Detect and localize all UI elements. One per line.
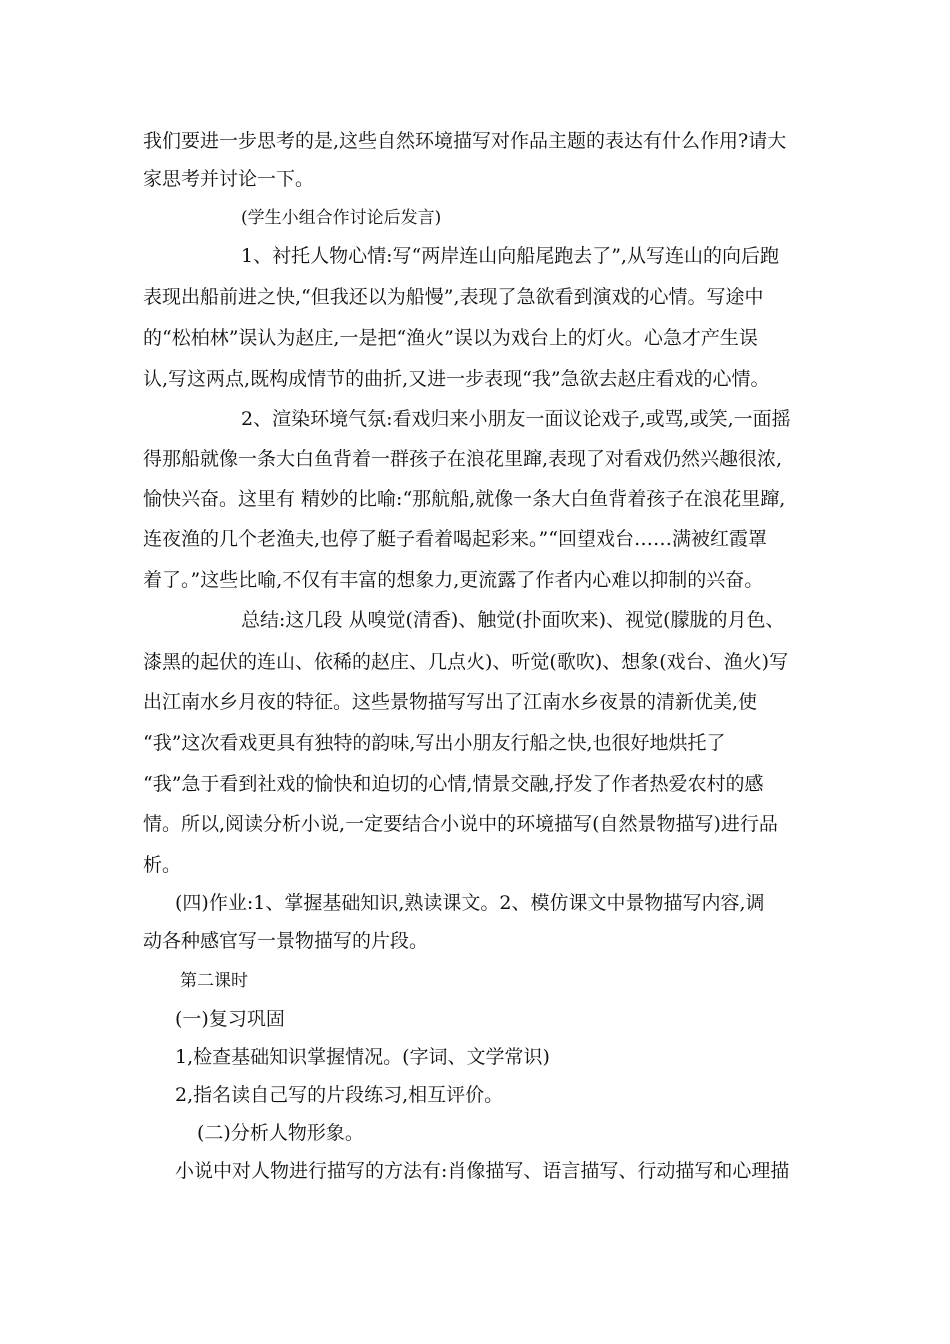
paragraph-line: 的“松柏林”误认为赵庄,一是把“渔火”误以为戏台上的灯火。心急才产生误 xyxy=(143,327,758,349)
paragraph-line: 连夜渔的几个老渔夫,也停了艇子看着喝起彩来。”“回望戏台……满被红霞罩 xyxy=(143,528,767,550)
paragraph-line: (学生小组合作讨论后发言) xyxy=(241,208,442,228)
paragraph-line: 动各种感官写一景物描写的片段。 xyxy=(143,930,429,952)
paragraph-line: “我”这次看戏更具有独特的韵味,写出小朋友行船之快,也很好地烘托了 xyxy=(143,732,726,754)
paragraph-line: 得那船就像一条大白鱼背着一群孩子在浪花里蹿,表现了对看戏仍然兴趣很浓, xyxy=(143,448,783,470)
paragraph-line: 着了。”这些比喻,不仅有丰富的想象力,更流露了作者内心难以抑制的兴奋。 xyxy=(143,569,764,591)
paragraph-line: 出江南水乡月夜的特征。这些景物描写写出了江南水乡夜景的清新优美,使 xyxy=(143,691,758,713)
paragraph-line: 漆黑的起伏的连山、依稀的赵庄、几点火)、听觉(歌吹)、想象(戏台、渔火)写 xyxy=(143,651,789,673)
list-item: 2,指名读自己写的片段练习,相互评价。 xyxy=(175,1084,504,1106)
paragraph-line: 总结:这几段 从嗅觉(清香)、触觉(扑面吹来)、视觉(朦胧的月色、 xyxy=(241,609,785,631)
list-item: 1,检查基础知识掌握情况。(字词、文学常识) xyxy=(175,1046,550,1068)
paragraph-line: 表现出船前进之快,“但我还以为船慢”,表现了急欲看到演戏的心情。写途中 xyxy=(143,286,764,308)
paragraph-line: 情。所以,阅读分析小说,一定要结合小说中的环境描写(自然景物描写)进行品 xyxy=(143,813,778,835)
paragraph-line: 2、渲染环境气氛:看戏归来小朋友一面议论戏子,或骂,或笑,一面摇 xyxy=(241,408,791,430)
paragraph-line: 小说中对人物进行描写的方法有:肖像描写、语言描写、行动描写和心理描 xyxy=(175,1160,790,1182)
paragraph-line: 析。 xyxy=(143,854,182,876)
section-heading: 第二课时 xyxy=(180,971,248,991)
paragraph-line: 愉快兴奋。这里有 精妙的比喻:“那航船,就像一条大白鱼背着孩子在浪花里蹿, xyxy=(143,488,786,510)
paragraph-line: 1、衬托人物心情:写“两岸连山向船尾跑去了”,从写连山的向后跑 xyxy=(241,245,779,267)
subsection-heading: (二)分析人物形象。 xyxy=(197,1122,364,1144)
subsection-heading: (一)复习巩固 xyxy=(175,1008,285,1030)
paragraph-line: 我们要进一步思考的是,这些自然环境描写对作品主题的表达有什么作用?请大 xyxy=(143,130,787,152)
paragraph-line: 家思考并讨论一下。 xyxy=(143,168,315,190)
paragraph-line: 认,写这两点,既构成情节的曲折,又进一步表现“我”急欲去赵庄看戏的心情。 xyxy=(143,368,770,390)
paragraph-line: (四)作业:1、掌握基础知识,熟读课文。2、模仿课文中景物描写内容,调 xyxy=(175,892,765,914)
paragraph-line: “我”急于看到社戏的愉快和迫切的心情,情景交融,抒发了作者热爱农村的感 xyxy=(143,773,764,795)
